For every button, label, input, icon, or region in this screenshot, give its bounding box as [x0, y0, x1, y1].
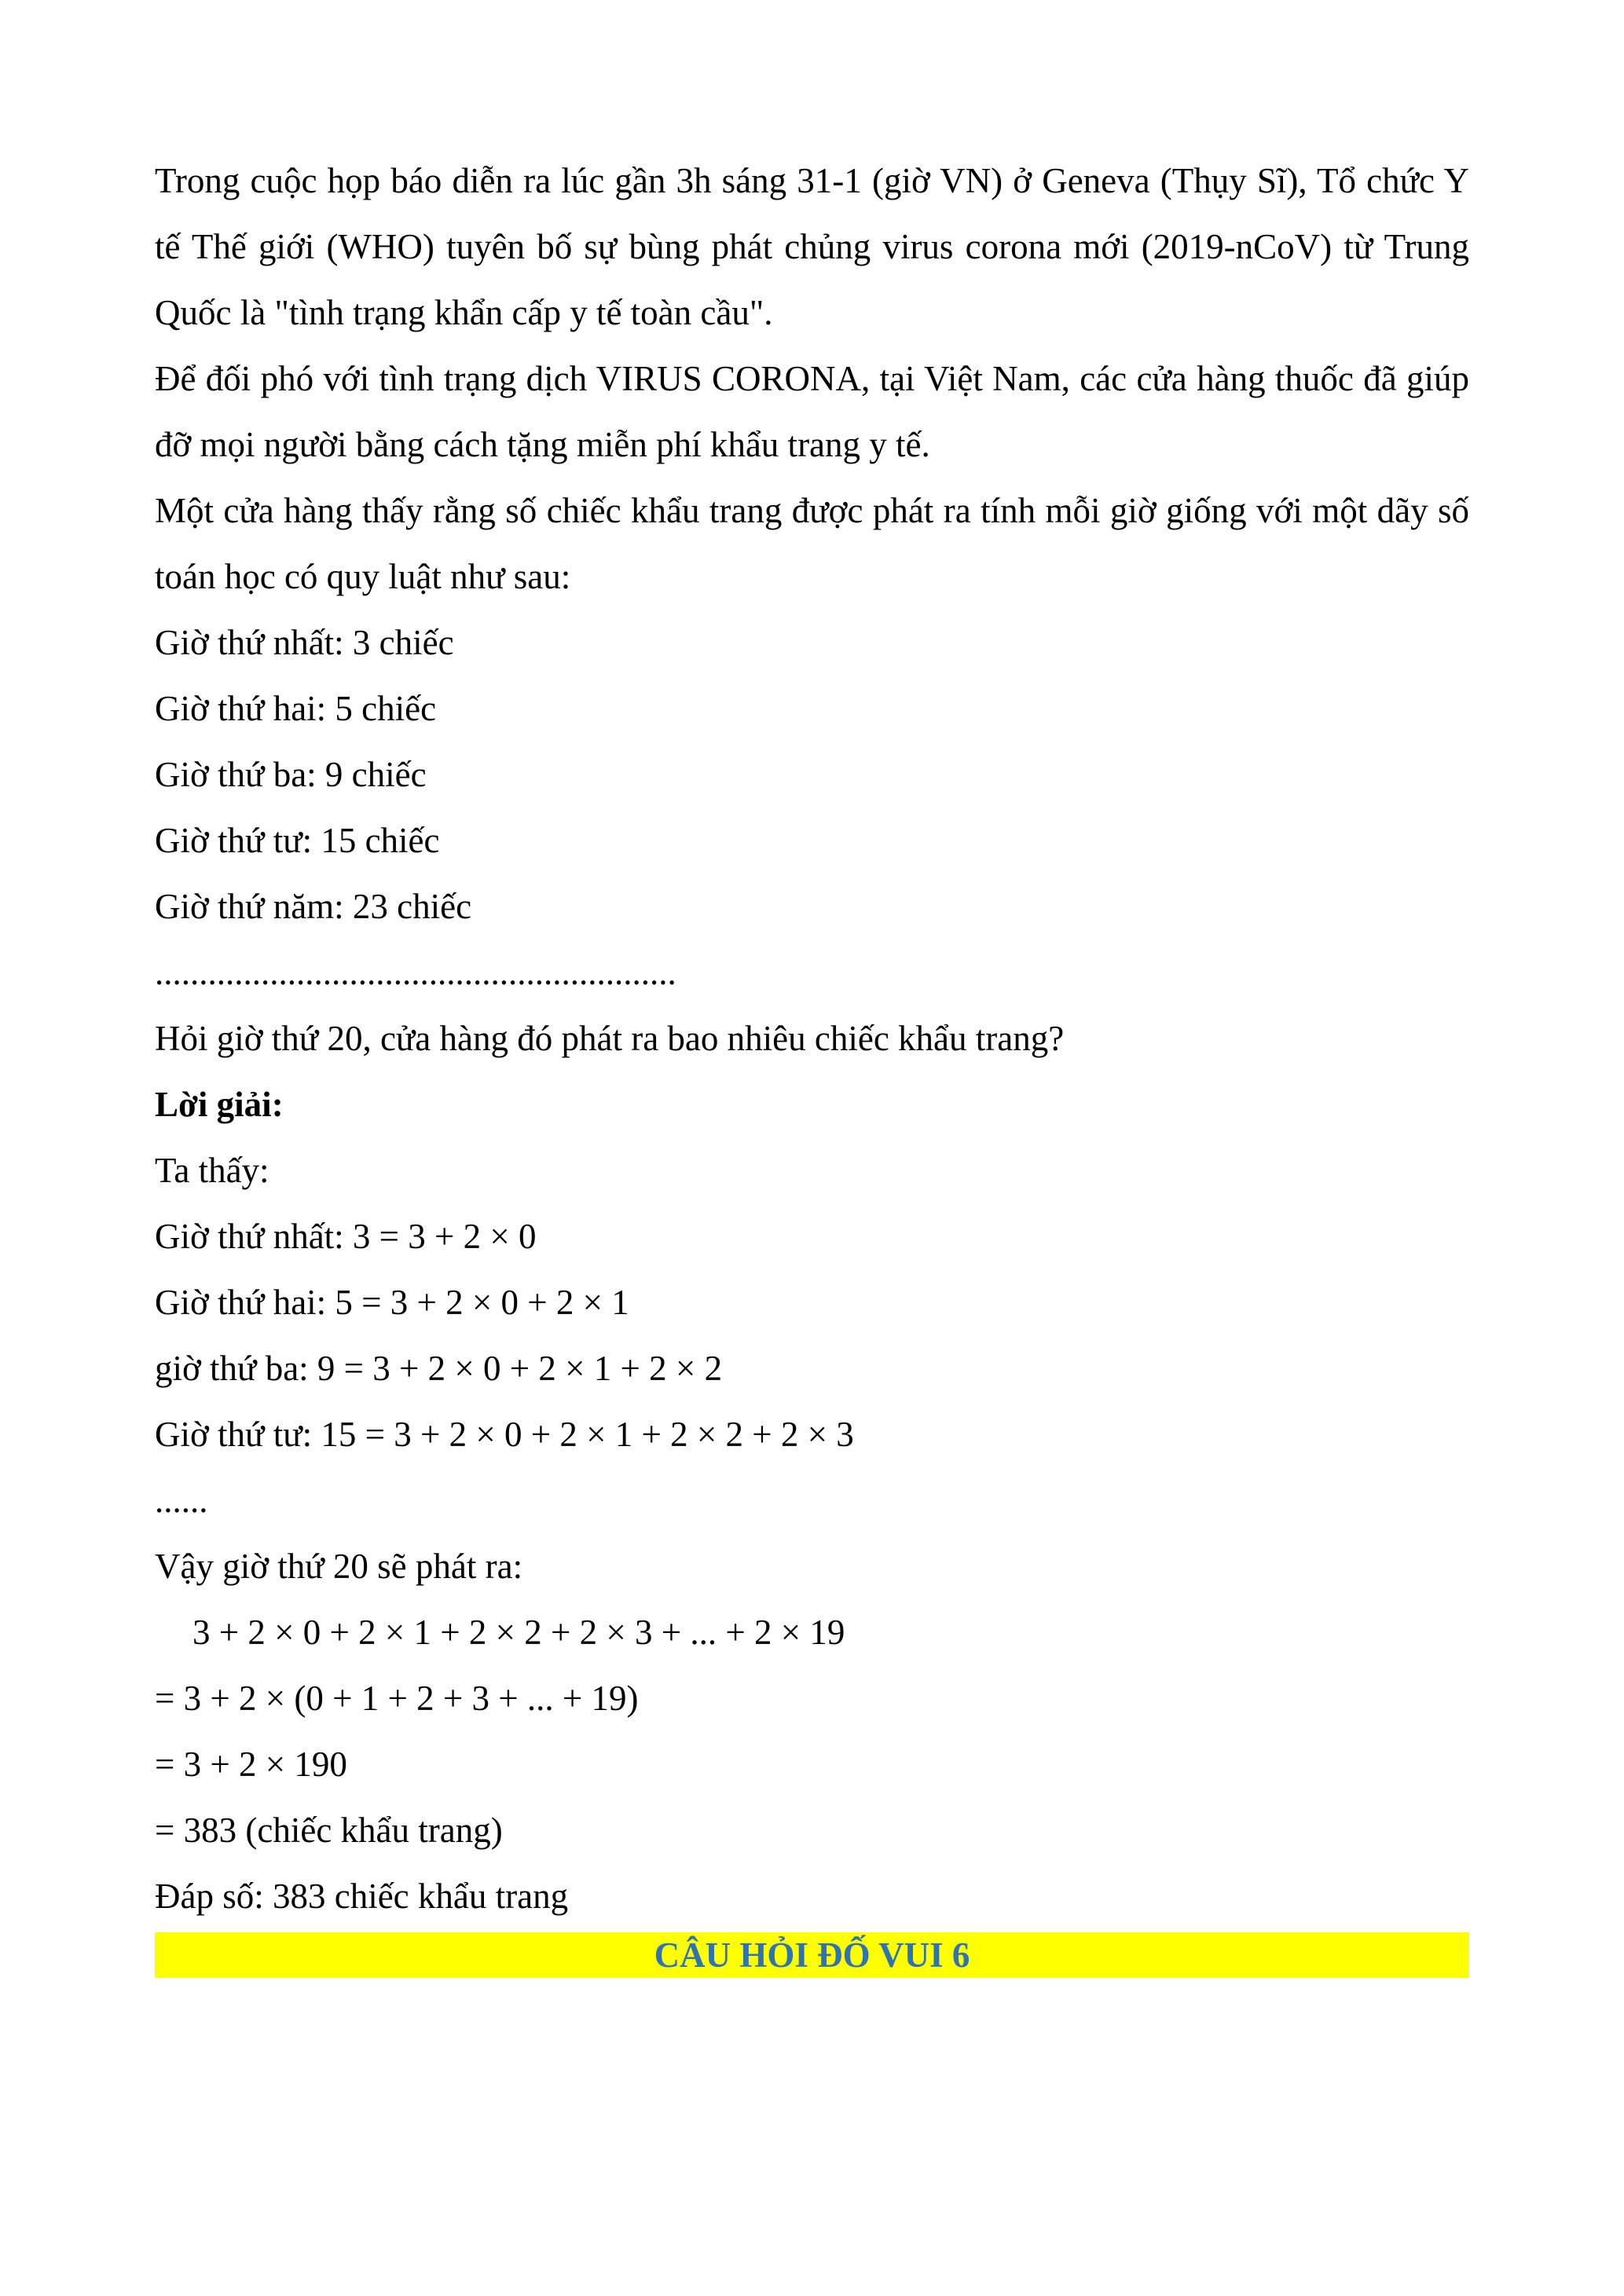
solution-step-4: Giờ thứ tư: 15 = 3 + 2 × 0 + 2 × 1 + 2 × 2 + 2 × 3 [155, 1415, 854, 1454]
context-paragraph: Để đối phó với tình trạng dịch VIRUS CORONA, tại Việt Nam, các cửa hàng thuốc đã giúp đỡ mọi người bằng cách tặng miễn phí khẩu trang y tế. [155, 359, 1469, 464]
sequence-item-1: Giờ thứ nhất: 3 chiếc [155, 623, 454, 662]
sequence-item-4: Giờ thứ tư: 15 chiếc [155, 821, 440, 860]
sequence-item-5: Giờ thứ năm: 23 chiếc [155, 887, 472, 926]
solution-step-3: giờ thứ ba: 9 = 3 + 2 × 0 + 2 × 1 + 2 × 2 [155, 1349, 723, 1388]
calc-line-1: 3 + 2 × 0 + 2 × 1 + 2 × 2 + 2 × 3 + ... + 2 × 19 [192, 1613, 845, 1652]
intro-paragraph: Trong cuộc họp báo diễn ra lúc gần 3h sáng 31-1 (giờ VN) ở Geneva (Thụy Sĩ), Tổ chức Y tế Thế giới (WHO) tuyên bố sự bùng phát chủng virus corona mới (2019-nCoV) từ Trung Quốc là "tình trạng khẩn cấp y tế toàn cầu". [155, 161, 1469, 332]
question-line: Hỏi giờ thứ 20, cửa hàng đó phát ra bao nhiêu chiếc khẩu trang? [155, 1019, 1065, 1058]
solution-step-1: Giờ thứ nhất: 3 = 3 + 2 × 0 [155, 1217, 537, 1256]
ellipsis-line: ........................................................... [155, 953, 676, 992]
sequence-item-2: Giờ thứ hai: 5 chiếc [155, 689, 437, 728]
calc-line-3: = 3 + 2 × 190 [155, 1745, 347, 1784]
answer-line: Đáp số: 383 chiếc khẩu trang [155, 1877, 569, 1916]
solution-observe: Ta thấy: [155, 1151, 269, 1190]
document-page [155, 148, 1469, 1978]
sequence-item-3: Giờ thứ ba: 9 chiếc [155, 755, 427, 794]
section-banner: CÂU HỎI ĐỐ VUI 6 [155, 1932, 1469, 1978]
solution-conclusion-lead: Vậy giờ thứ 20 sẽ phát ra: [155, 1547, 523, 1586]
solution-step-2: Giờ thứ hai: 5 = 3 + 2 × 0 + 2 × 1 [155, 1283, 629, 1322]
solution-ellipsis: ...... [155, 1481, 208, 1520]
solution-heading: Lời giải: [155, 1085, 284, 1124]
calc-line-4: = 383 (chiếc khẩu trang) [155, 1811, 503, 1850]
problem-paragraph: Một cửa hàng thấy rằng số chiếc khẩu trang được phát ra tính mỗi giờ giống với một dãy số toán học có quy luật như sau: [155, 491, 1469, 596]
calc-line-2: = 3 + 2 × (0 + 1 + 2 + 3 + ... + 19) [155, 1679, 639, 1718]
